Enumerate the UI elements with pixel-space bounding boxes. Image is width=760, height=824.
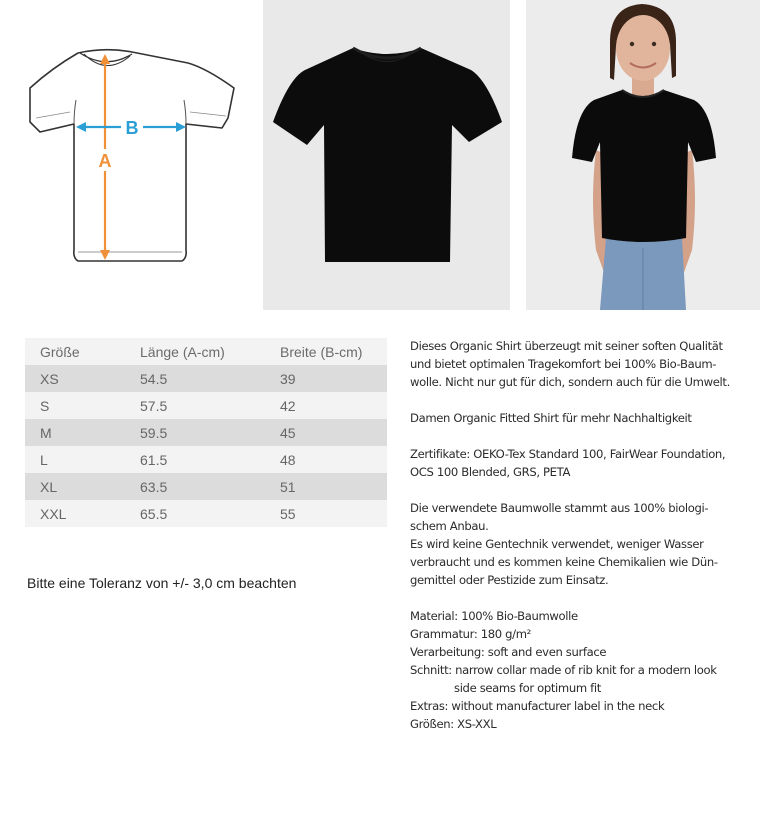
cell-length: 59.5 [140,424,168,441]
certificates-line: OCS 100 Blended, GRS, PETA [410,465,571,479]
model-face [616,15,670,81]
cell-width: 39 [280,370,296,387]
header-length: Länge (A-cm) [140,343,225,360]
table-row [25,446,387,473]
tolerance-note: Bitte eine Toleranz von +/- 3,0 cm beachten [27,575,297,591]
spec-finish: Verarbeitung: soft and even surface [410,645,607,659]
cell-size: S [40,397,50,414]
product-description [410,337,750,751]
spec-grammage: Grammatur: 180 g/m² [410,627,531,641]
cell-length: 61.5 [140,451,168,468]
cell-width: 51 [280,478,296,495]
spec-extras: Extras: without manufacturer label in the neck [410,699,665,713]
cotton-line: gemittel oder Pestizide zum Einsatz. [410,573,609,587]
certificates-paragraph [410,445,750,481]
label-a: A [98,151,112,171]
header-width: Breite (B-cm) [280,343,363,360]
spec-cut-continued: side seams for optimum fit [454,681,601,695]
spec-material: Material: 100% Bio-Baumwolle [410,609,578,623]
cell-length: 54.5 [140,370,168,387]
cell-size: L [40,451,48,468]
cell-size: XL [40,478,58,495]
cell-width: 48 [280,451,296,468]
cotton-line: Die verwendete Baumwolle stammt aus 100% biologi- [410,501,709,515]
size-diagram [0,0,255,310]
label-b: B [125,118,139,138]
tagline: Damen Organic Fitted Shirt für mehr Nachhaltigkeit [410,411,692,425]
cell-length: 63.5 [140,478,168,495]
cell-size: XXL [40,505,67,522]
black-tshirt-flat [273,48,502,262]
table-row [25,392,387,419]
cotton-line: verbraucht und es kommen keine Chemikalien wie Dün- [410,555,718,569]
cell-length: 65.5 [140,505,168,522]
specs-paragraph [410,607,750,733]
tshirt-outline [30,50,234,261]
intro-line: Dieses Organic Shirt überzeugt mit seiner soften Qualität [410,339,723,353]
product-flat-image [263,0,510,310]
cell-width: 55 [280,505,296,522]
cell-size: M [40,424,52,441]
table-row [25,500,387,527]
table-row [25,419,387,446]
intro-line: und bietet optimalen Tragekomfort bei 100% Bio-Baum- [410,357,717,371]
tagline-paragraph [410,409,750,427]
table-header-row [25,338,387,365]
intro-line: wolle. Nicht nur gut für dich, sondern auch für die Umwelt. [410,375,730,389]
cell-width: 42 [280,397,296,414]
cotton-line: schem Anbau. [410,519,489,533]
cell-width: 45 [280,424,296,441]
cell-size: XS [40,370,59,387]
spec-cut: Schnitt: narrow collar made of rib knit for a modern look [410,663,717,677]
table-row [25,365,387,392]
size-table [25,338,387,527]
model-photo [526,0,760,310]
cell-length: 57.5 [140,397,168,414]
header-size: Größe [40,343,80,360]
intro-paragraph [410,337,750,391]
cotton-paragraph [410,499,750,589]
cotton-line: Es wird keine Gentechnik verwendet, weniger Wasser [410,537,704,551]
spec-sizes: Größen: XS-XXL [410,717,497,731]
table-row [25,473,387,500]
tshirt-outline-diagram [0,0,255,310]
certificates-line: Zertifikate: OEKO-Tex Standard 100, FairWear Foundation, [410,447,726,461]
